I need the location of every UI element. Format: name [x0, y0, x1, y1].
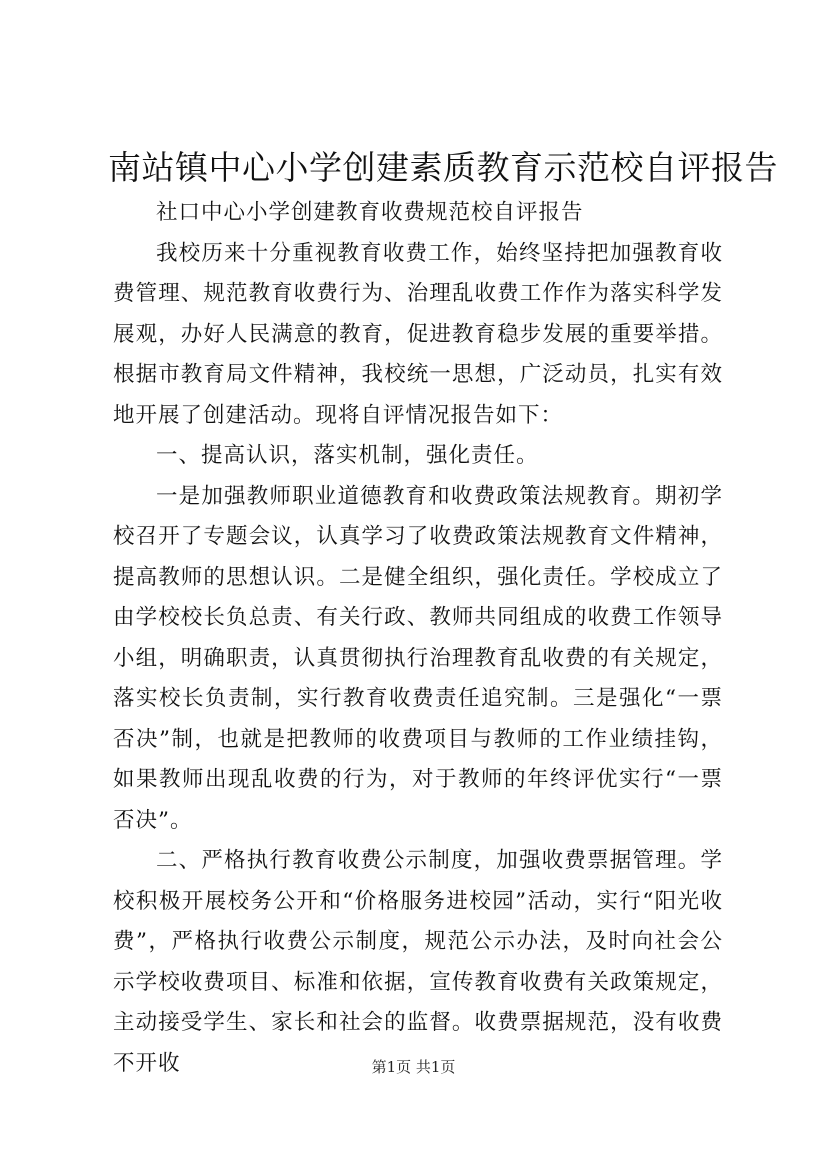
section-1-paragraph: 一是加强教师职业道德教育和收费政策法规教育。期初学校召开了专题会议，认真学习了收费政策法规教育文件精神，提高教师的思想认识。二是健全组织，强化责任。学校成立了由学校校长负总责、有关行政、教师共同组成的收费工作领导小组，明确职责，认真贯彻执行治理教育乱收费的有关规定，落实校长负责制，实行教育收费责任追究制。三是强化“一票否决”制，也就是把教师的收费项目与教师的工作业绩挂钩，如果教师出现乱收费的行为，对于教师的年终评优实行“一票否决”。 — [113, 483, 723, 833]
section-heading-1: 一、提高认识，落实机制，强化责任。 — [156, 443, 539, 468]
document-title: 南站镇中心小学创建素质教育示范校自评报告 — [108, 148, 778, 187]
document-body — [113, 193, 723, 1084]
section-2-paragraph: 二、严格执行教育收费公示制度，加强收费票据管理。学校积极开展校务公开和“价格服务进校园”活动，实行“阳光收费”，严格执行收费公示制度，规范公示办法，及时向社会公示学校收费项目、标准和依据，宣传教育收费有关政策规定，主动接受学生、家长和社会的监督。收费票据规范，没有收费不开收 — [113, 848, 723, 1076]
page-footer: 第1页 共1页 — [371, 1058, 456, 1076]
subtitle-paragraph: 社口中心小学创建教育收费规范校自评报告 — [156, 200, 584, 225]
intro-paragraph: 我校历来十分重视教育收费工作，始终坚持把加强教育收费管理、规范教育收费行为、治理乱收费工作作为落实科学发展观，办好人民满意的教育，促进教育稳步发展的重要举措。根据市教育局文件精神，我校统一思想，广泛动员，扎实有效地开展了创建活动。现将自评情况报告如下： — [113, 240, 723, 428]
